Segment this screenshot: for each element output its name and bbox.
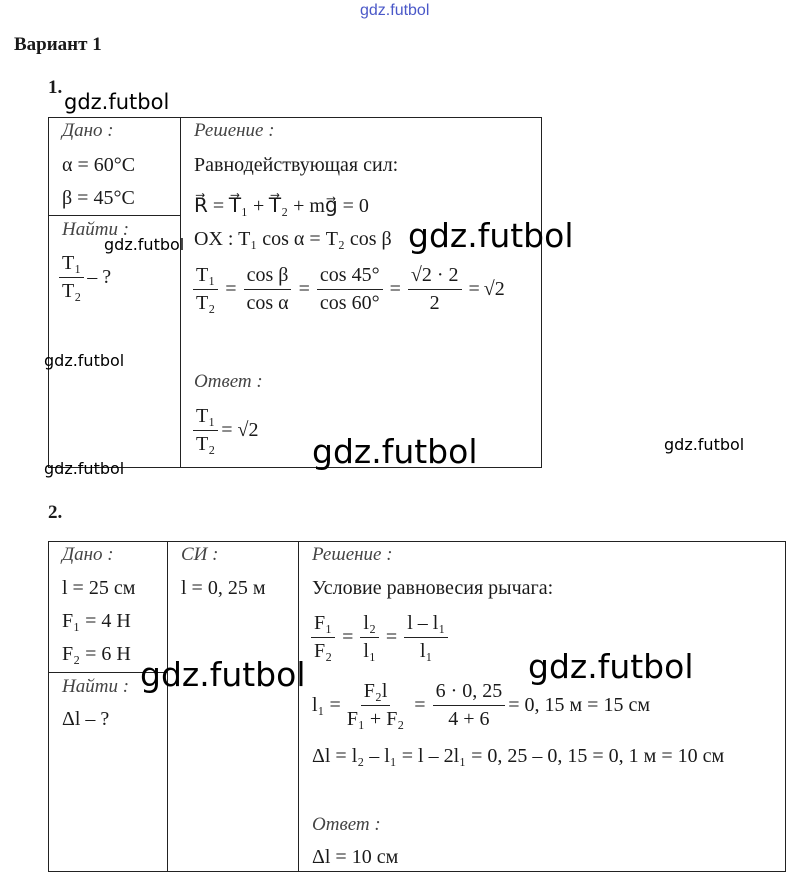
watermark-2: gdz.futbol	[104, 235, 185, 254]
watermark-top: gdz.futbol	[360, 2, 430, 19]
p1-solution-label: Решение :	[194, 120, 275, 141]
watermark-5: gdz.futbol	[312, 432, 478, 471]
p1-given-alpha: α = 60°C	[62, 154, 136, 176]
p1-eq1: R⃗ = T⃗₁ + T⃗₂ + mg⃗ = 0	[194, 195, 369, 217]
p1-given-label: Дано :	[62, 120, 114, 141]
p2-answer-label: Ответ :	[312, 814, 381, 835]
problem2-number: 2.	[48, 502, 63, 523]
p1-answer: $\frac{\text{T₁}}{\text{T₂}}$ = √2	[190, 405, 258, 456]
p1-solution-text: Равнодействующая сил:	[194, 154, 399, 176]
p2-given-f2: F₂ = 6 Н	[62, 643, 131, 665]
watermark-8: gdz.futbol	[140, 655, 306, 694]
watermark-1: gdz.futbol	[64, 90, 170, 114]
p2-solution-text: Условие равновесия рычага:	[312, 577, 554, 599]
p1-find-expr: $\frac{\text{T₁}}{\text{T₂}}$ – ?	[56, 252, 111, 303]
p2-eq1: $\frac{\text{F₁}}{\text{F₂}}$ = $\frac{\text{l₂}}{\text{l₁}}$ = $\frac{\text{l – l₁}}{\text{l₁}}$	[308, 612, 451, 663]
p2-solution-label: Решение :	[312, 544, 393, 565]
p2-given-label: Дано :	[62, 544, 114, 565]
p1-answer-label: Ответ :	[194, 371, 263, 392]
p2-answer: Δl = 10 см	[312, 846, 399, 868]
p2-eq2: l₁ = $\frac{\text{F₂l}}{\text{F₁ + F₂}}$ = $\frac{6 \cdot 0, 25}{4 + 6}$ = 0, 15 м = 15 см	[312, 680, 650, 730]
p2-given-f1: F₁ = 4 Н	[62, 610, 131, 632]
p2-find: Δl – ?	[62, 708, 110, 730]
watermark-3: gdz.futbol	[408, 216, 574, 255]
p1-eq2: OX : T₁ cos α = T₂ cos β	[194, 228, 392, 250]
p2-si-label: СИ :	[181, 544, 219, 565]
p2-find-label: Найти :	[62, 676, 130, 697]
p2-eq3: Δl = l₂ – l₁ = l – 2l₁ = 0, 25 – 0, 15 = 0, 1 м = 10 см	[312, 745, 725, 767]
p2-given-l: l = 25 см	[62, 577, 136, 599]
p1-eq3: $\frac{\text{T₁}}{\text{T₂}}$ = $\frac{\text{cos β}}{\text{cos α}}$ = $\frac{\cos 45^\circ}{\cos 60^\circ}$ = $\frac{√2 \cdot 2}{2}$ = √2	[190, 264, 505, 315]
problem1-number: 1.	[48, 77, 63, 98]
watermark-7: gdz.futbol	[44, 459, 125, 478]
watermark-4: gdz.futbol	[44, 351, 125, 370]
watermark-9: gdz.futbol	[528, 647, 694, 686]
p1-find-label: Найти :	[62, 219, 130, 240]
p2-si-l: l = 0, 25 м	[181, 577, 266, 599]
watermark-6: gdz.futbol	[664, 435, 745, 454]
p1-given-beta: β = 45°C	[62, 187, 135, 209]
variant-title: Вариант 1	[14, 34, 102, 55]
